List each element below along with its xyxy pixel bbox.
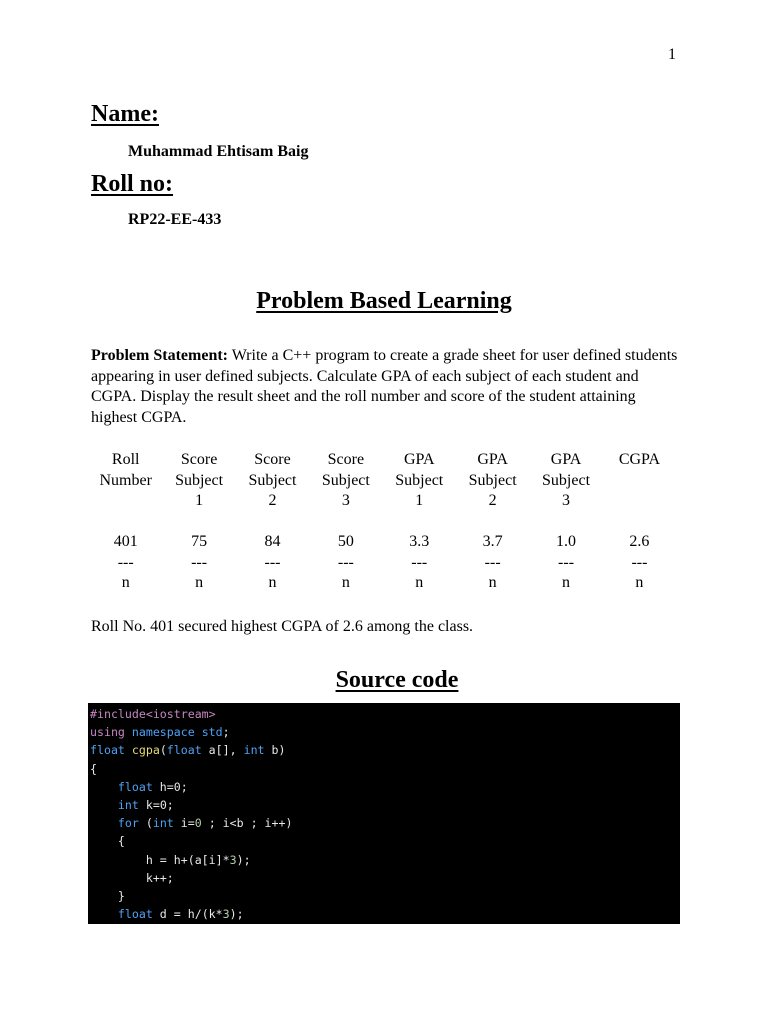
table-header-cell bbox=[162, 450, 235, 532]
results-table bbox=[89, 450, 676, 594]
code-token bbox=[90, 780, 118, 794]
table-cell: n bbox=[415, 574, 424, 591]
results-header-row bbox=[89, 450, 676, 532]
code-token: float bbox=[166, 743, 202, 758]
table-header-line: Subject bbox=[321, 471, 370, 489]
table-header-cell bbox=[383, 450, 456, 532]
roll-value: RP22-EE-433 bbox=[128, 211, 222, 228]
table-cell: 3.3 bbox=[409, 533, 430, 550]
code-token: 3 bbox=[229, 852, 237, 867]
code-token: ( bbox=[138, 816, 153, 831]
code-line bbox=[90, 814, 680, 832]
roll-heading: Roll no: bbox=[91, 171, 174, 197]
table-header-line: Score bbox=[180, 451, 218, 468]
code-token bbox=[90, 798, 118, 812]
table-header-line: Subject bbox=[542, 471, 591, 489]
table-header-line: Subject bbox=[175, 471, 224, 489]
code-token: #include<iostream> bbox=[90, 707, 216, 721]
table-cell: 84 bbox=[264, 533, 281, 550]
table-cell: 75 bbox=[191, 533, 208, 550]
table-header-line: GPA bbox=[477, 451, 508, 468]
code-token: ); bbox=[236, 852, 251, 867]
code-block bbox=[88, 703, 680, 924]
table-header-cell bbox=[309, 450, 382, 532]
table-row bbox=[89, 573, 676, 594]
code-token: ; i<b ; i++) bbox=[201, 816, 293, 831]
code-token: a[], bbox=[201, 743, 244, 758]
table-row bbox=[89, 553, 676, 574]
table-header-line: Subject bbox=[395, 471, 444, 489]
code-token: float bbox=[90, 743, 125, 758]
table-header-line: Number bbox=[99, 471, 152, 489]
code-token: 0 bbox=[194, 816, 202, 831]
table-cell: n bbox=[635, 574, 644, 591]
code-line bbox=[90, 851, 680, 869]
code-line bbox=[90, 905, 680, 923]
table-header-line: Subject bbox=[468, 471, 517, 489]
table-cell: --- bbox=[484, 553, 501, 571]
code-token: int bbox=[152, 816, 174, 831]
code-token: ); bbox=[229, 907, 244, 922]
table-cell: --- bbox=[191, 553, 208, 571]
code-line bbox=[90, 778, 680, 796]
table-header-line: 2 bbox=[268, 492, 277, 509]
code-token: i= bbox=[173, 816, 195, 831]
table-cell: --- bbox=[337, 553, 354, 571]
table-header-line: 3 bbox=[562, 492, 571, 509]
table-cell: --- bbox=[264, 553, 281, 571]
code-token bbox=[125, 743, 132, 757]
table-header-cell bbox=[603, 450, 676, 532]
code-line bbox=[90, 723, 680, 741]
name-heading: Name: bbox=[91, 101, 159, 127]
code-token: d = h/(k* bbox=[152, 907, 223, 922]
problem-statement bbox=[91, 346, 681, 429]
table-cell: --- bbox=[117, 553, 134, 571]
code-line bbox=[90, 887, 680, 905]
code-token: h=0; bbox=[152, 779, 188, 794]
document-title: Problem Based Learning bbox=[256, 288, 512, 314]
table-cell: --- bbox=[411, 553, 428, 571]
table-row bbox=[89, 532, 676, 553]
source-code-title: Source code bbox=[335, 667, 459, 693]
table-cell: n bbox=[341, 574, 350, 591]
problem-statement-label: Problem Statement: bbox=[91, 347, 228, 364]
table-cell: 2.6 bbox=[629, 533, 650, 550]
code-token: int bbox=[117, 797, 139, 812]
code-token: 3 bbox=[222, 907, 230, 922]
table-cell: --- bbox=[558, 553, 575, 571]
table-header-line: Score bbox=[254, 451, 291, 468]
table-header-line: Score bbox=[327, 451, 365, 468]
table-header-line: 2 bbox=[488, 492, 497, 509]
code-token: for bbox=[117, 816, 139, 831]
table-header-line: 1 bbox=[195, 492, 204, 509]
code-token: int bbox=[243, 743, 265, 758]
code-token: { bbox=[90, 834, 125, 849]
code-token: ( bbox=[159, 743, 167, 758]
table-header-line: GPA bbox=[403, 451, 435, 468]
table-cell: 3.7 bbox=[482, 533, 503, 550]
name-value: Muhammad Ehtisam Baig bbox=[128, 143, 309, 160]
code-token: float bbox=[117, 907, 153, 922]
code-token bbox=[195, 725, 202, 739]
table-cell: n bbox=[195, 574, 204, 591]
code-token: b) bbox=[264, 743, 286, 758]
code-token: h = h+(a[i]* bbox=[90, 852, 230, 867]
table-header-cell bbox=[89, 450, 162, 532]
code-token: using bbox=[90, 725, 125, 740]
code-token: ; bbox=[222, 725, 230, 740]
table-cell: n bbox=[121, 574, 130, 591]
table-header-line: 1 bbox=[415, 492, 424, 509]
code-line bbox=[90, 869, 680, 887]
code-token: k=0; bbox=[138, 797, 174, 812]
table-cell: 401 bbox=[113, 533, 138, 550]
code-token bbox=[90, 907, 118, 921]
table-header-line: GPA bbox=[550, 451, 582, 468]
table-header-line: Subject bbox=[248, 471, 297, 489]
code-line bbox=[90, 832, 680, 850]
code-line bbox=[90, 760, 680, 778]
code-token: cgpa bbox=[131, 743, 160, 758]
table-header-cell bbox=[456, 450, 529, 532]
code-line bbox=[90, 796, 680, 814]
code-token bbox=[90, 816, 118, 830]
code-token: std bbox=[201, 725, 223, 740]
table-cell: 50 bbox=[337, 533, 354, 550]
code-token bbox=[125, 725, 132, 739]
table-cell: n bbox=[268, 574, 277, 591]
table-header-cell bbox=[236, 450, 309, 532]
table-header-cell bbox=[529, 450, 602, 532]
code-token: { bbox=[90, 761, 97, 776]
table-cell: n bbox=[562, 574, 571, 591]
code-token: float bbox=[117, 779, 153, 794]
code-line bbox=[90, 741, 680, 759]
table-cell: --- bbox=[631, 553, 648, 571]
table-header-line: 3 bbox=[341, 492, 350, 509]
page-number: 1 bbox=[668, 46, 676, 63]
problem-statement-text: Write a C++ program to create a grade sheet for user defined students appearing in user defined subjects. Calculate GPA of each subject of each student and CGPA. Display the result sheet and the roll number and score of the student attaining highest CGPA. bbox=[91, 347, 678, 427]
table-header-line: Roll bbox=[111, 451, 140, 468]
table-cell: 1.0 bbox=[556, 533, 577, 550]
conclusion-text: Roll No. 401 secured highest CGPA of 2.6 among the class. bbox=[91, 618, 474, 635]
code-token: namespace bbox=[131, 725, 195, 740]
code-line bbox=[90, 705, 680, 723]
table-header-line: CGPA bbox=[618, 451, 661, 468]
code-token: } bbox=[90, 888, 125, 903]
table-cell: n bbox=[488, 574, 497, 591]
code-token: k++; bbox=[90, 870, 174, 885]
